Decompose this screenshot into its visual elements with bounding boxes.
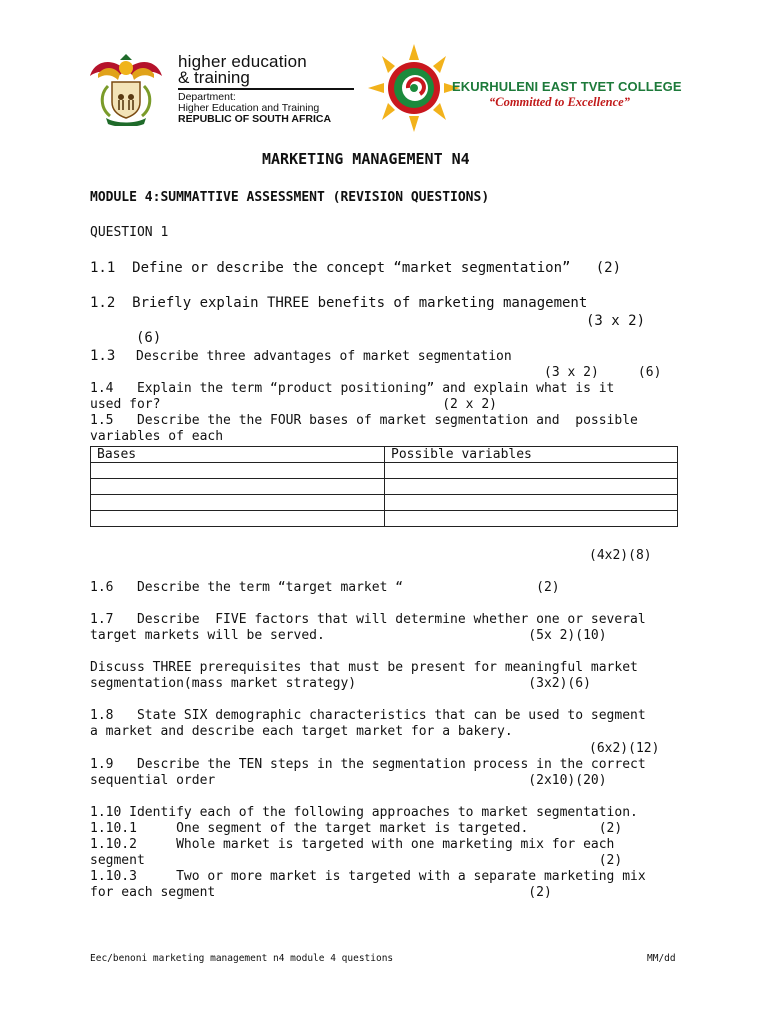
footer-right: MM/dd	[647, 953, 676, 964]
question-1-5: 1.5 Describe the the FOUR bases of market segmentation and possible	[90, 413, 638, 428]
dhet-logo-text	[178, 54, 356, 125]
coat-of-arms-logo	[88, 52, 164, 126]
question-1-10-1: 1.10.1 One segment of the target market is targeted. (2)	[90, 821, 623, 836]
question-1-2: 1.2 Briefly explain THREE benefits of marketing management	[90, 295, 588, 311]
document-title: MARKETING MANAGEMENT N4	[262, 150, 470, 168]
college-sun-logo	[368, 44, 460, 132]
college-slogan: “Committed to Excellence”	[489, 95, 630, 109]
question-1-2-total: (6)	[136, 330, 162, 346]
question-heading: QUESTION 1	[90, 225, 169, 240]
college-name: EKURHULENI EAST TVET COLLEGE	[452, 79, 682, 94]
question-1-7-cont: target markets will be served. (5x 2)(10)	[90, 628, 607, 643]
table-row	[91, 511, 678, 527]
table-header-row	[91, 447, 678, 463]
dept-line-1: higher education	[178, 52, 307, 71]
table-cell	[385, 495, 678, 511]
dept-line-3: Department:	[178, 90, 236, 103]
table-row	[91, 495, 678, 511]
question-1-9: 1.9 Describe the TEN steps in the segmentation process in the correct	[90, 757, 646, 772]
question-1-8-cont: a market and describe each target market for a bakery.	[90, 724, 513, 739]
discuss-question: Discuss THREE prerequisites that must be present for meaningful market	[90, 660, 638, 675]
dept-divider	[178, 88, 354, 90]
question-1-3-number: 1.3	[90, 348, 116, 364]
question-1-2-marks: (3 x 2)	[586, 313, 646, 329]
question-1-5-cont: variables of each	[90, 429, 224, 444]
table-cell	[385, 463, 678, 479]
question-1-10-2: 1.10.2 Whole market is targeted with one marketing mix for each	[90, 837, 615, 852]
table-row	[91, 463, 678, 479]
question-1-4: 1.4 Explain the term “product positioning” and explain what is it	[90, 381, 615, 396]
question-1-1: 1.1 Define or describe the concept “market segmentation” (2)	[90, 260, 622, 276]
question-1-10-2-cont: segment (2)	[90, 853, 623, 868]
footer-left: Eec/benoni marketing management n4 module 4 questions	[90, 953, 394, 964]
question-1-3: Describe three advantages of market segmentation	[136, 349, 512, 364]
discuss-question-cont: segmentation(mass market strategy) (3x2)(6)	[90, 676, 591, 691]
question-1-9-cont: sequential order (2x10)(20)	[90, 773, 607, 788]
question-1-4-cont: used for? (2 x 2)	[90, 397, 497, 412]
table-cell	[385, 511, 678, 527]
table-cell	[91, 479, 385, 495]
question-1-8: 1.8 State SIX demographic characteristics that can be used to segment	[90, 708, 646, 723]
question-1-7: 1.7 Describe FIVE factors that will determine whether one or several	[90, 612, 646, 627]
bases-table	[90, 446, 678, 527]
dept-line-2: & training	[178, 68, 250, 87]
question-1-3-marks: (3 x 2) (6)	[544, 365, 662, 380]
module-heading: MODULE 4:SUMMATTIVE ASSESSMENT (REVISION QUESTIONS)	[90, 190, 490, 205]
question-1-6: 1.6 Describe the term “target market “ (2)	[90, 580, 560, 595]
table-cell	[91, 463, 385, 479]
question-1-8-marks: (6x2)(12)	[589, 741, 660, 756]
table-cell	[91, 495, 385, 511]
table-cell	[385, 479, 678, 495]
table-cell	[91, 511, 385, 527]
table-header-variables: Possible variables	[385, 447, 678, 463]
table-header-bases: Bases	[91, 447, 385, 463]
question-1-10: 1.10 Identify each of the following approaches to market segmentation.	[90, 805, 638, 820]
dept-line-4: Higher Education and Training	[178, 101, 320, 114]
dept-line-5: REPUBLIC OF SOUTH AFRICA	[178, 112, 332, 125]
table-row	[91, 479, 678, 495]
question-1-10-3: 1.10.3 Two or more market is targeted with a separate marketing mix	[90, 869, 646, 884]
question-1-10-3-cont: for each segment (2)	[90, 885, 552, 900]
question-1-5-marks: (4x2)(8)	[589, 548, 652, 563]
